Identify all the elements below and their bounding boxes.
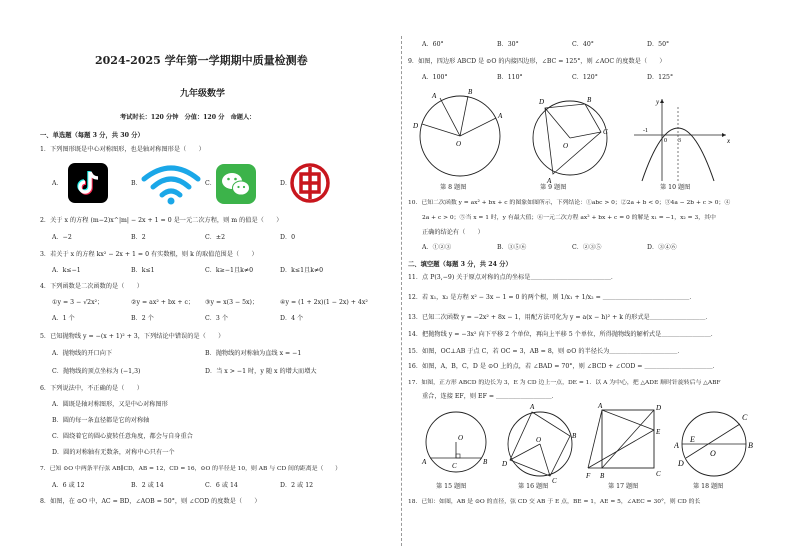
page-subtitle: 九年级数学: [180, 89, 226, 99]
question-6: 6．下列说法中，不正确的是（ ）: [40, 385, 143, 392]
q7-option-a: A．6 或 12: [52, 482, 85, 489]
label-b: B: [587, 96, 592, 104]
tick-3: 3: [678, 138, 681, 144]
tick-origin: 0: [664, 138, 667, 144]
label-d: D: [413, 122, 419, 130]
section-heading-1: 一、单选题（每题 3 分，共 30 分）: [40, 132, 144, 139]
label-a: A: [598, 402, 603, 410]
label-b: B: [600, 472, 605, 480]
question-11: 11．点 P(3,−9) 关于原点对称的点的坐标是＿＿＿＿＿＿＿＿＿＿＿＿＿．: [408, 274, 618, 281]
q4-item-2: ②y = ax² + bx + c；: [131, 299, 195, 306]
label-o: O: [563, 142, 569, 150]
figure-8-caption: 第 8 题图: [440, 184, 467, 191]
q3-option-b: B．k≤1: [131, 267, 155, 274]
figure-16-caption: 第 16 题图: [518, 483, 549, 490]
question-15: 15．如图，OC⊥AB 于点 C，若 OC = 3，AB = 8，则 ⊙O 的半径长为＿＿＿＿＿＿＿＿＿＿＿．: [408, 348, 684, 355]
label-o: O: [456, 140, 462, 148]
label-c: C: [552, 477, 557, 484]
question-10-line-2: 2a + c > 0；⑤当 x = 1 时，y 有最大值；⑥一元二次方程 ax² + bx + c = 0 的解是 x₁ = −1，x₂ = 3，其中: [422, 215, 716, 221]
label-a: A: [674, 441, 679, 450]
figure-17-caption: 第 17 题图: [608, 483, 639, 490]
question-3: 3．若关于 x 的方程 kx² − 2x + 1 = 0 有实数根，则 k 的取值范围是（ ）: [40, 251, 258, 258]
label-c: C: [742, 413, 748, 422]
label-d: D: [656, 404, 662, 412]
label-o: O: [458, 434, 464, 442]
q5-option-c: C．抛物线的顶点坐标为 (−1,3): [52, 368, 141, 375]
q5-option-d: D．当 x > −1 时，y 随 x 的增大而增大: [205, 368, 317, 375]
question-10-line-3: 正确的结论有（ ）: [422, 229, 484, 236]
question-14: 14．把抛物线 y = −3x² 向下平移 2 个单位，再向上平移 5 个单位，所得抛物线的解析式是＿＿＿＿＿＿＿＿．: [408, 331, 717, 338]
page-title: 2024-2025 学年第一学期期中质量检测卷: [95, 54, 308, 67]
section-heading-2: 二、填空题（每题 3 分，共 24 分）: [408, 261, 512, 268]
q2-option-c: C．±2: [205, 234, 226, 241]
question-4: 4．下列函数是二次函数的是（ ）: [40, 283, 143, 290]
label-c: C: [452, 462, 457, 470]
tick-minus-1: -1: [643, 128, 648, 134]
q4-option-b: B．2 个: [131, 315, 154, 322]
label-f: F: [586, 472, 591, 480]
q6-option-b: B．圆的每一条直径都是它的对称轴: [52, 417, 150, 424]
q5-option-b: B．抛物线的对称轴为直线 x = −1: [205, 350, 302, 357]
q10-option-c: C．②③⑤: [572, 244, 602, 251]
label-b: B: [748, 441, 753, 450]
bank-logo-icon: [290, 163, 330, 203]
figure-10-caption: 第 10 题图: [660, 184, 691, 191]
q1-option-b: B．: [131, 180, 142, 187]
figure-9-caption: 第 9 题图: [540, 184, 567, 191]
exam-meta: 考试时长：120 分钟 分值：120 分 命题人：: [120, 114, 256, 121]
figure-15-diagram: [418, 410, 494, 476]
figure-18-diagram: [674, 404, 756, 480]
figure-10-graph: [630, 95, 730, 185]
question-1: 1．下列图形既是中心对称图形，也是轴对称图形是（ ）: [40, 146, 205, 153]
label-a2: A: [498, 112, 503, 120]
q8-option-c: C．40°: [572, 41, 594, 48]
q9-option-b: B．110°: [497, 74, 523, 81]
q8-option-d: D．50°: [647, 41, 670, 48]
q6-option-d: D．圆的对称轴有无数条，对称中心只有一个: [52, 449, 175, 456]
q4-item-1: ①y = 3 − √2x²；: [52, 299, 104, 306]
label-c: C: [656, 470, 661, 478]
q4-option-c: C．3 个: [205, 315, 229, 322]
wechat-icon: [216, 164, 256, 204]
axis-label-x: x: [727, 137, 730, 145]
q4-option-a: A．1 个: [52, 315, 75, 322]
question-17-line-2: 重合，连接 EF，则 EF = ＿＿＿＿＿＿＿＿＿．: [422, 393, 558, 400]
q2-option-b: B．2: [131, 234, 146, 241]
q3-option-a: A．k≤−1: [52, 267, 81, 274]
q2-option-d: D．0: [280, 234, 296, 241]
q7-option-c: C．6 或 14: [205, 482, 238, 489]
label-d: D: [539, 98, 545, 106]
label-e: E: [656, 428, 661, 436]
question-17-line-1: 17．如图，正方形 ABCD 的边长为 3，E 为 CD 边上一点，DE = 1．以 A 为中心，把 △ADE 顺时针旋转后与 △ABF: [408, 380, 721, 386]
q10-option-b: B．③⑤⑥: [497, 244, 527, 251]
q9-option-d: D．125°: [647, 74, 674, 81]
q1-option-a: A．: [52, 180, 63, 187]
q4-item-3: ③y = x(3 − 5x)；: [205, 299, 259, 306]
question-8: 8．如图，在 ⊙O 中，AC = BD，∠AOB = 50°，则 ∠COD 的度数是（ ）: [40, 498, 261, 505]
q8-option-b: B．30°: [497, 41, 519, 48]
label-o: O: [710, 449, 716, 458]
figure-15-caption: 第 15 题图: [436, 483, 467, 490]
question-12: 12．若 x₁，x₂ 是方程 x² − 3x − 1 = 0 的两个根，则 1/x₁ + 1/x₂ = ＿＿＿＿＿＿＿＿＿＿＿＿＿＿．: [408, 294, 696, 301]
column-divider: [401, 36, 402, 546]
figure-9-diagram: [525, 92, 615, 184]
q4-item-4: ④y = (1 + 2x)(1 − 2x) + 4x²: [280, 299, 368, 306]
q3-option-d: D．k≤1且k≠0: [280, 267, 324, 274]
question-10-line-1: 10．已知二次函数 y = ax² + bx + c 的图象如图所示，下列结论：①abc > 0；②2a + b < 0；③4a − 2b + c > 0；④: [408, 200, 731, 206]
label-c: C: [603, 128, 608, 136]
wifi-icon: [140, 163, 202, 205]
label-b: B: [572, 432, 577, 440]
label-b: B: [468, 88, 473, 96]
question-13: 13．已知二次函数 y = −2x² + 8x − 1，用配方法可化为 y = a(x − h)² + k 的形式是＿＿＿＿＿＿＿＿＿．: [408, 314, 712, 321]
label-d: D: [678, 459, 684, 468]
figure-8-diagram: [410, 88, 510, 188]
q8-option-a: A．60°: [422, 41, 444, 48]
q6-option-a: A．圆既是轴对称图形，又是中心对称图形: [52, 401, 168, 408]
question-9: 9．如图，四边形 ABCD 是 ⊙O 的内接四边形，∠BC = 125°，则 ∠AOC 的度数是（ ）: [408, 58, 666, 65]
tiktok-logo-icon: [68, 163, 108, 203]
label-e: E: [690, 435, 695, 444]
q4-option-d: D．4 个: [280, 315, 304, 322]
q1-option-d: D．: [280, 180, 292, 187]
question-2: 2．关于 x 的方程 (m−2)x^|m| − 2x + 1 = 0 是一元二次方程，则 m 的值是（ ）: [40, 217, 283, 224]
question-7: 7．已知 ⊙O 中两条平行弦 AB∥CD，AB = 12，CD = 16，⊙O 的半径是 10，则 AB 与 CD 间的距离是（ ）: [40, 466, 342, 472]
q6-option-c: C．圆绕着它的圆心旋转任意角度，都会与自身重合: [52, 433, 193, 440]
q1-option-c: C．: [205, 180, 216, 187]
figure-17-diagram: [586, 402, 670, 482]
q3-option-c: C．k≥−1且k≠0: [205, 267, 254, 274]
q7-option-d: D．2 或 12: [280, 482, 314, 489]
label-a: A: [432, 92, 437, 100]
figure-16-diagram: [500, 400, 580, 484]
q9-option-a: A．100°: [422, 74, 448, 81]
label-a: A: [422, 458, 427, 466]
label-o: O: [536, 436, 542, 444]
q7-option-b: B．2 或 14: [131, 482, 164, 489]
question-16: 16．如图，A，B，C，D 是 ⊙O 上的点，若 ∠BAD = 70°，则 ∠BCD + ∠COD = ＿＿＿＿＿＿＿＿＿＿＿．: [408, 363, 719, 370]
question-18: 18．已知：如图，AB 是 ⊙O 的直径，弦 CD 交 AB 于 E 点，BE = 1，AE = 5，∠AEC = 30°，则 CD 的长: [408, 499, 701, 505]
label-a: A: [547, 177, 552, 184]
figure-18-caption: 第 18 题图: [693, 483, 724, 490]
label-a: A: [530, 403, 535, 411]
label-d: D: [502, 460, 508, 468]
label-b: B: [483, 458, 488, 466]
q10-option-d: D．③④⑥: [647, 244, 677, 251]
q9-option-c: C．120°: [572, 74, 598, 81]
axis-label-y: y: [656, 98, 660, 106]
q5-option-a: A．抛物线的开口向下: [52, 350, 113, 357]
question-5: 5．已知抛物线 y = −(x + 1)² + 3，下列结论中错误的是（ ）: [40, 333, 225, 340]
q10-option-a: A．①②③: [422, 244, 452, 251]
q2-option-a: A．−2: [52, 234, 72, 241]
